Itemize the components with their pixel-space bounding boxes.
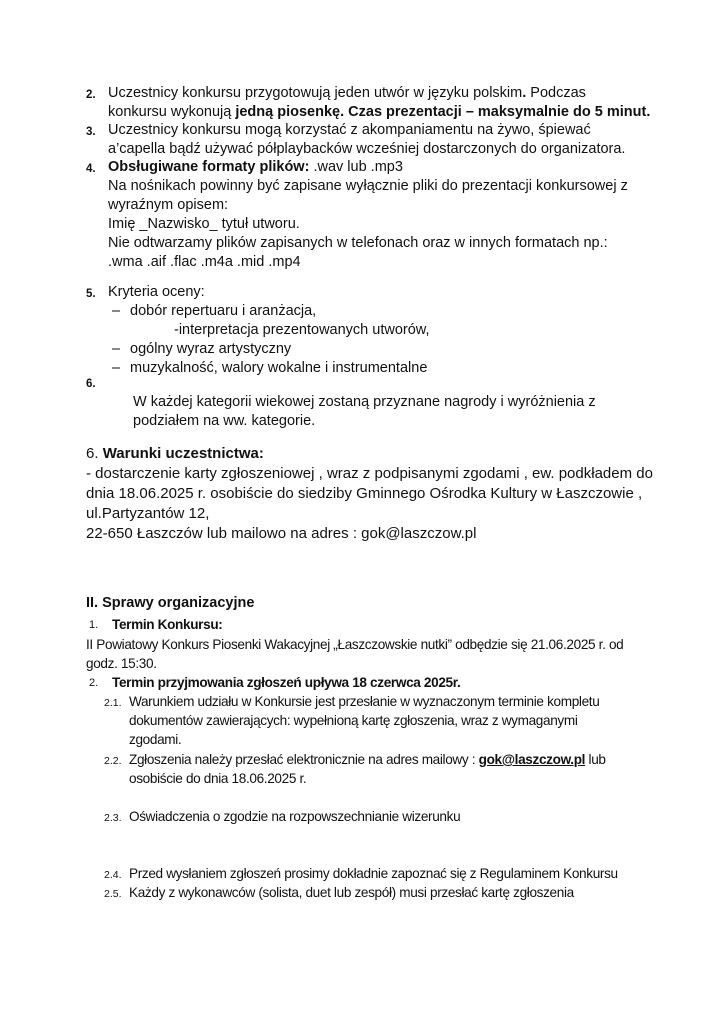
text-bold: Obsługiwane formaty plików: xyxy=(108,159,310,175)
dash-bullet: – xyxy=(112,341,121,357)
item4-line5: Nie odtwarzamy plików zapisanych w telefonach oraz w innych formatach np.: xyxy=(108,235,608,251)
criteria-title: Kryteria oceny: xyxy=(108,284,205,300)
s21-line1: Warunkiem udziału w Konkursie jest przesłanie w wyznaczonym terminie kompletu xyxy=(129,694,600,709)
text-bold: jedną piosenkę xyxy=(235,104,341,120)
text-bold: . Czas prezentacji – maksymalnie do 5 minut. xyxy=(340,104,651,120)
text: Podczas xyxy=(526,85,586,101)
item4-line6: .wma .aif .flac .m4a .mid .mp4 xyxy=(108,254,301,270)
termin-zgloszen-title: Termin przyjmowania zgłoszeń upływa 18 czerwca 2025r. xyxy=(112,675,461,690)
text: 6. xyxy=(86,445,103,462)
item6-line1: W każdej kategorii wiekowej zostaną przyznane nagrody i wyróżnienia z xyxy=(133,394,596,410)
text-bold: . xyxy=(522,85,527,101)
item4-line2: Na nośnikach powinny być zapisane wyłącznie pliki do prezentacji konkursowej z xyxy=(108,178,628,194)
section2-heading: II. Sprawy organizacyjne xyxy=(86,595,255,611)
item3-line2: a’capella bądź używać półplaybacków wcześniej dostarczonych do organizatora. xyxy=(108,141,626,157)
list-number: 2. xyxy=(89,677,99,689)
text: Uczestnicy konkursu przygotowują jeden utwór w języku polskim xyxy=(108,85,523,101)
list-number: 4. xyxy=(86,163,96,175)
criteria-item: dobór repertuaru i aranżacja, xyxy=(130,303,317,319)
s23-line1: Oświadczenia o zgodzie na rozpowszechnianie wizerunku xyxy=(129,809,461,824)
email-link[interactable]: gok@laszczow.pl xyxy=(478,752,586,767)
s21-line3: zgodami. xyxy=(129,732,182,747)
list-number: 2.2. xyxy=(104,755,122,767)
s22-line1 xyxy=(129,750,606,769)
text: konkursu wykonują xyxy=(108,104,236,120)
item3-line1: Uczestnicy konkursu mogą korzystać z akompaniamentu na żywo, śpiewać xyxy=(108,122,591,138)
list-number: 2.4. xyxy=(104,869,122,881)
item2-line2 xyxy=(108,103,650,122)
list-number: 6. xyxy=(86,378,96,390)
list-number: 2. xyxy=(86,89,96,101)
warunki-heading xyxy=(86,444,264,463)
termin-konkursu-line2: godz. 15:30. xyxy=(86,656,157,671)
termin-konkursu-title: Termin Konkursu: xyxy=(112,617,223,632)
dash-bullet: – xyxy=(112,303,121,319)
dash-bullet: – xyxy=(112,360,121,376)
warunki-line1: - dostarczenie karty zgłoszeniowej , wraz z podpisanymi zgodami , ew. podkładem do xyxy=(86,465,653,482)
s21-line2: dokumentów zawierających: wypełnioną kartę zgłoszenia, wraz z wymaganymi xyxy=(129,713,578,728)
text: lub xyxy=(585,752,606,767)
list-number: 2.5. xyxy=(104,888,122,900)
item2-line1 xyxy=(108,84,586,103)
text: .wav lub .mp3 xyxy=(309,159,403,175)
s24-line1: Przed wysłaniem zgłoszeń prosimy dokładnie zapoznać się z Regulaminem Konkursu xyxy=(129,866,618,881)
list-number: 5. xyxy=(86,288,96,300)
warunki-line2: dnia 18.06.2025 r. osobiście do siedziby Gminnego Ośrodka Kultury w Łaszczowie , xyxy=(86,485,643,502)
text: Zgłoszenia należy przesłać elektronicznie na adres mailowy : xyxy=(129,752,479,767)
s25-line1: Każdy z wykonawców (solista, duet lub zespół) musi przesłać kartę zgłoszenia xyxy=(129,885,574,900)
s22-line2: osobiście do dnia 18.06.2025 r. xyxy=(129,771,307,786)
list-number: 3. xyxy=(86,126,96,138)
list-number: 2.3. xyxy=(104,812,122,824)
criteria-item: -interpretacja prezentowanych utworów, xyxy=(174,322,430,338)
criteria-item: muzykalność, walory wokalne i instrumentalne xyxy=(130,360,428,376)
warunki-line3: ul.Partyzantów 12, xyxy=(86,505,210,522)
text-bold: Warunki uczestnictwa: xyxy=(102,445,264,462)
criteria-item: ogólny wyraz artystyczny xyxy=(130,341,292,357)
list-number: 1. xyxy=(89,619,99,631)
item6-line2: podziałem na ww. kategorie. xyxy=(133,413,316,429)
warunki-line4: 22-650 Łaszczów lub mailowo na adres : gok@laszczow.pl xyxy=(86,525,477,542)
item4-line3: wyraźnym opisem: xyxy=(108,197,229,213)
item4-line4: Imię _Nazwisko_ tytuł utworu. xyxy=(108,216,300,232)
termin-konkursu-line1: II Powiatowy Konkurs Piosenki Wakacyjnej „Łaszczowskie nutki” odbędzie się 21.06.2025 r. od xyxy=(86,637,624,652)
list-number: 2.1. xyxy=(104,697,122,709)
item4-line1 xyxy=(108,158,403,177)
